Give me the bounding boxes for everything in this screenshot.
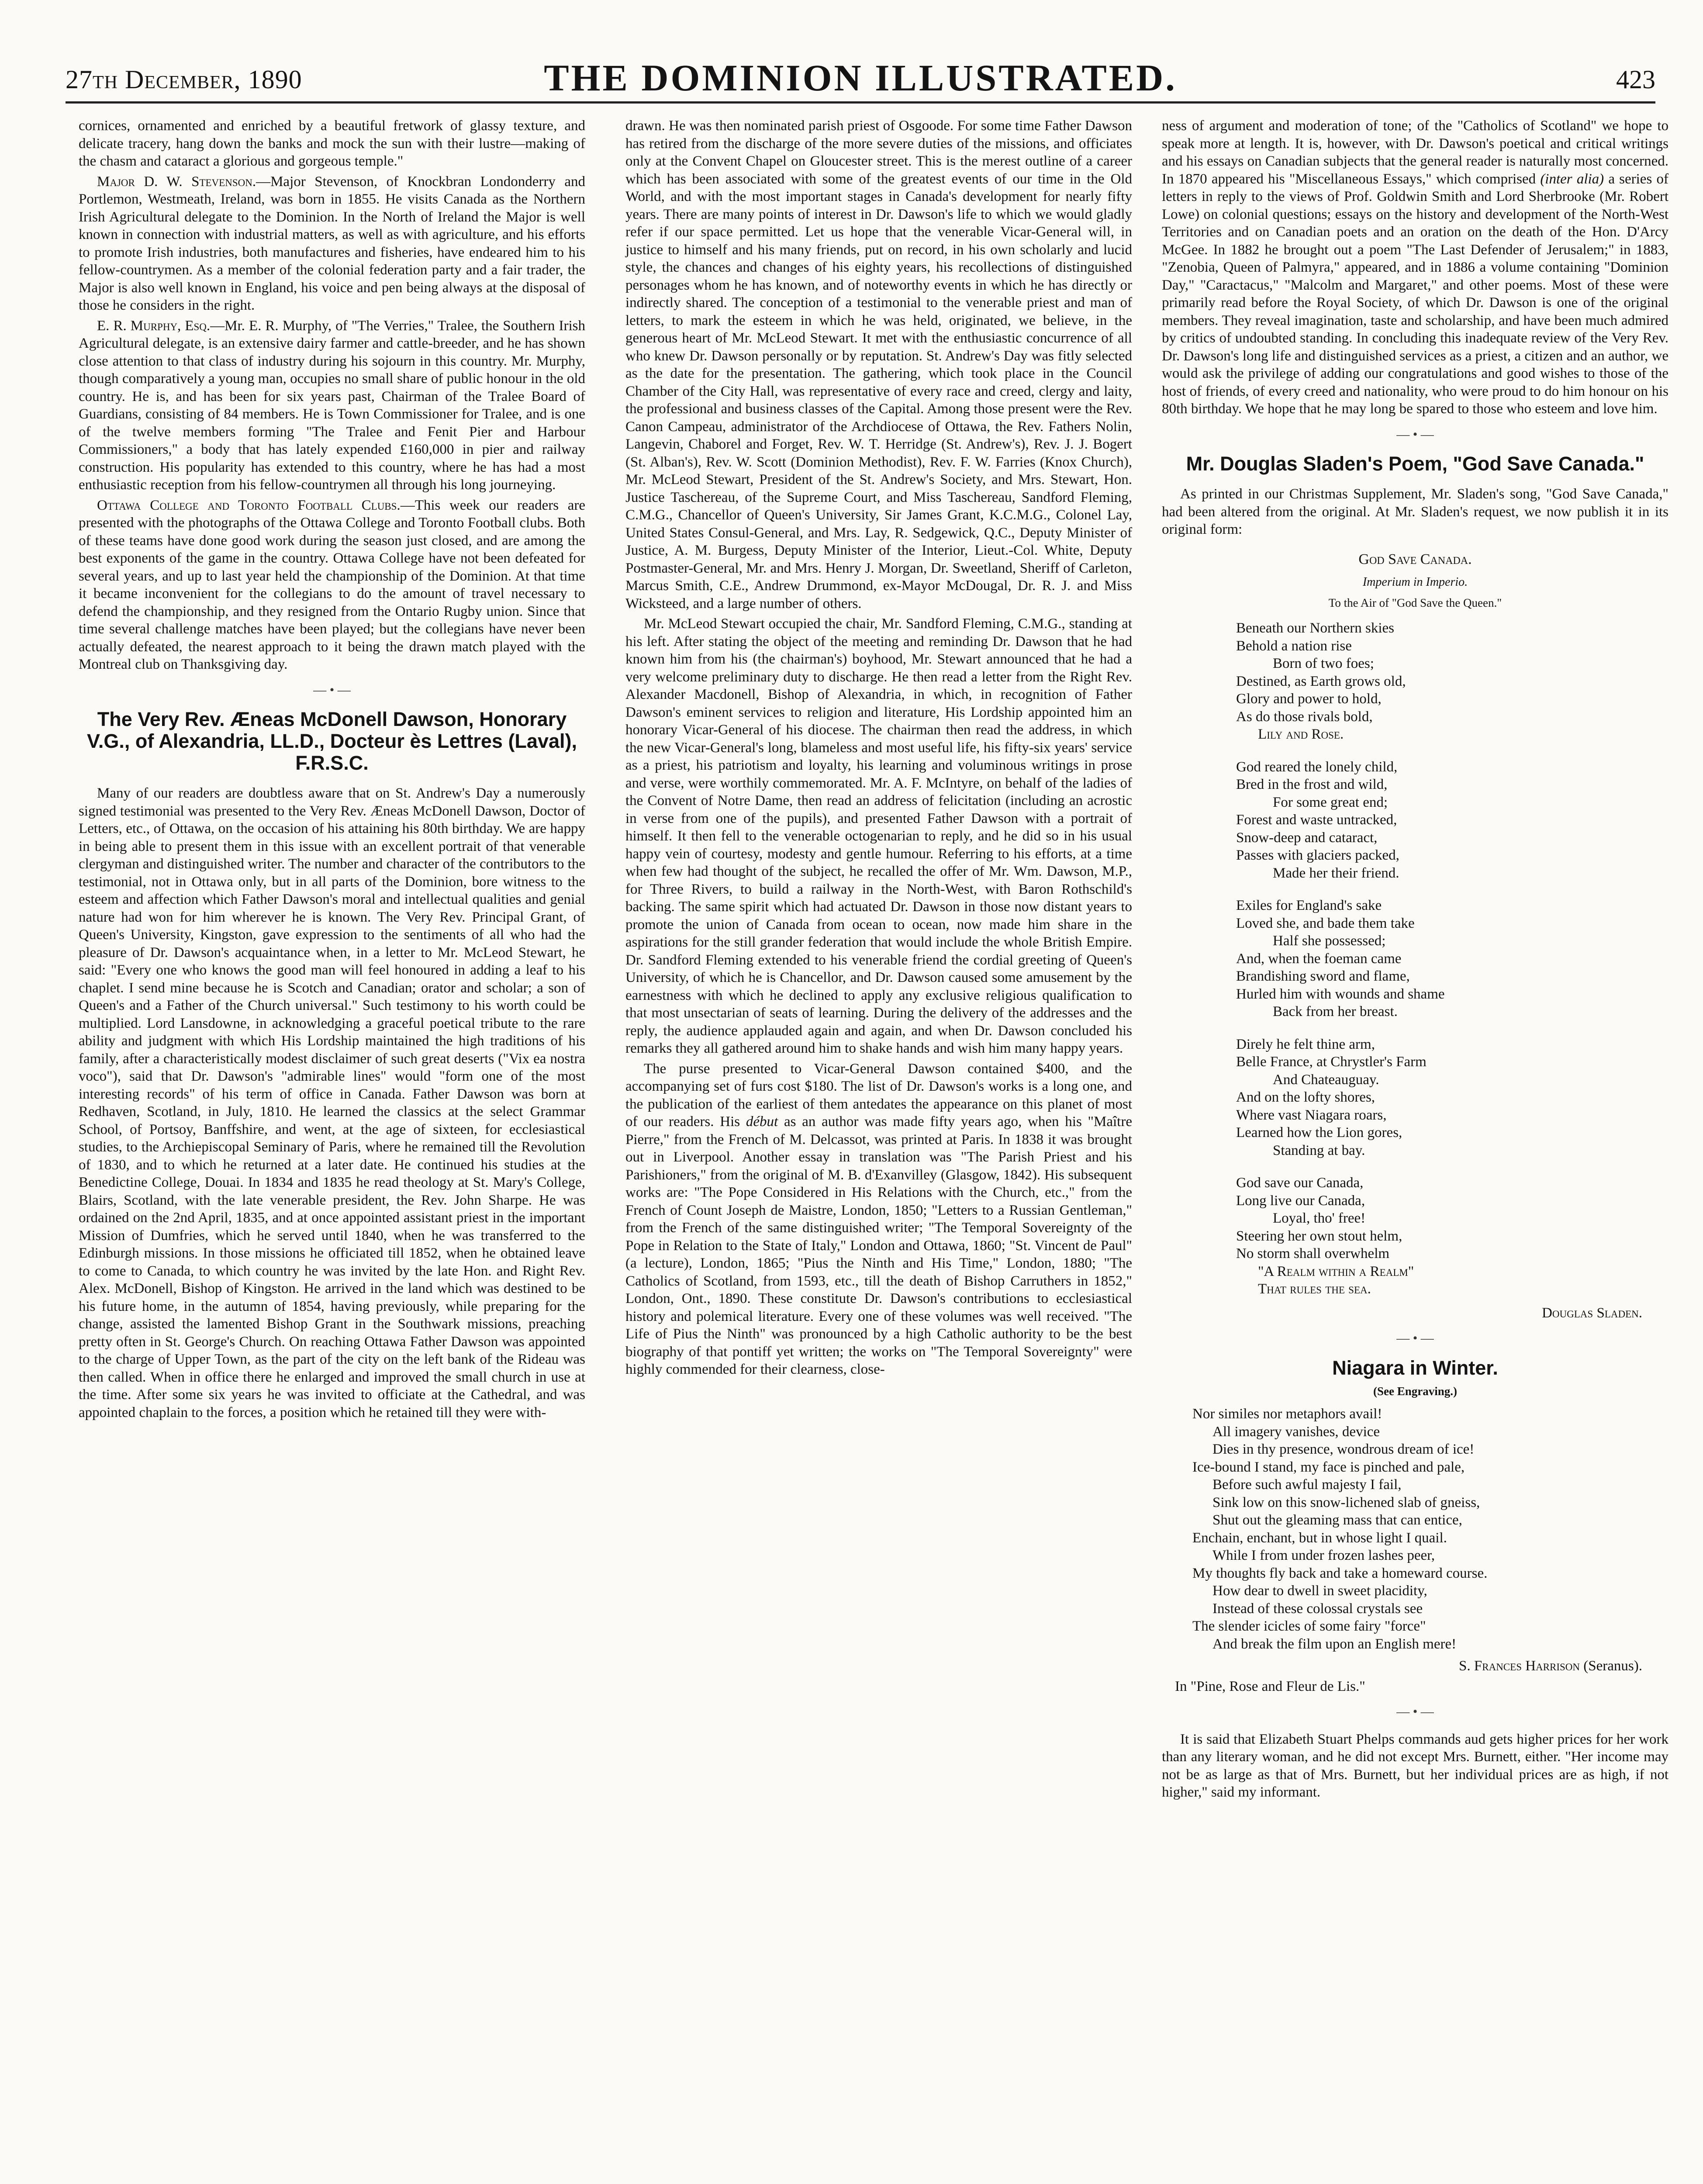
poem-line: Belle France, at Chrystler's Farm [1236, 1054, 1427, 1070]
poem-line: Glory and power to hold, [1236, 691, 1382, 707]
paragraph-dawson-4 [625, 1060, 1132, 1379]
poem-line: As do those rivals bold, [1236, 708, 1373, 725]
poem-line: Steering her own stout helm, [1236, 1228, 1402, 1244]
column-3 [1162, 117, 1668, 1804]
poem-line: Half she possessed; [1273, 933, 1386, 949]
poem-line: Behold a nation rise [1236, 638, 1352, 654]
issue-date: 27th December, 1890 [66, 65, 302, 94]
poem-line: Brandishing sword and flame, [1236, 968, 1410, 984]
poem-line: Bred in the frost and wild, [1236, 777, 1388, 792]
poem-line: Enchain, enchant, but in whose light I quail. [1192, 1530, 1447, 1546]
poem-line: Made her their friend. [1273, 865, 1399, 881]
poem-line: My thoughts fly back and take a homeward course. [1192, 1565, 1488, 1581]
paragraph-football [79, 497, 585, 674]
poem-line: Direly he felt thine arm, [1236, 1036, 1375, 1052]
paragraph-cornices: cornices, ornamented and enriched by a beautiful fretwork of glassy texture, and delicate tracery, hang down the banks and mock the sun with their lustre—making of the chasm and cataract a glorious and gorgeous temple." [79, 118, 585, 169]
poem-stanza [1236, 1174, 1668, 1298]
header-rule [66, 101, 1655, 104]
poem-subtitle: Imperium in Imperio. [1362, 575, 1468, 589]
poem-air-note: To the Air of "God Save the Queen." [1328, 596, 1502, 609]
masthead [66, 52, 1655, 100]
paragraph-murphy [79, 317, 585, 494]
poem-line: Lily and Rose. [1258, 726, 1344, 742]
paragraph-stevenson [79, 173, 585, 314]
poem-line: Loved she, and bade them take [1236, 915, 1415, 931]
poem-line: Forest and waste untracked, [1236, 812, 1397, 828]
engraving-note: (See Engraving.) [1373, 1384, 1457, 1398]
paragraph-dawson-2: drawn. He was then nominated parish priest of Osgoode. For some time Father Dawson has retired from the discharge of the more severe duties of the missions, and officiates only at the Convent Chapel on Gloucester street. This is the merest outline of a career which has been associated with some of the greatest events of our time in the Old World, and with the most important stages in Canada's development for nearly fifty years. There are many points of interest in Dr. Dawson's life to which we would gladly refer if our space permitted. Let us hope that the venerable Vicar-General will, in justice to himself and his many friends, put on record, in his own scholarly and lucid style, the chances and changes of his eighty years, his recollections of distinguished personages whom he has known, and of noteworthy events in which he has directly or indirectly shared. The conception of a testimonial to the venerable priest and man of letters, to mark the esteem in which he was held, originated, we believe, in the generous heart of Mr. McLeod Stewart. It met with the enthusiastic concurrence of all who knew Dr. Dawson personally or by reputation. St. Andrew's Day was fitly selected as the date for the presentation. The gathering, which took place in the Council Chamber of the City Hall, was representative of every race and creed, clergy and laity, the professional and business classes of the Capital. Among those present were the Rev. Canon Campeau, administrator of the Archdiocese of Ottawa, the Rev. Fathers Nolin, Langevin, Chaborel and Forget, Rev. W. T. Herridge (St. Andrew's), Rev. J. J. Bogert (St. Alban's), Rev. W. Scott (Dominion Methodist), Rev. F. W. Farries (Knox Church), Mr. McLeod Stewart, President of the St. Andrew's Society, and Mrs. Stewart, Hon. Justice Taschereau, of the Supreme Court, and Miss Taschereau, Sandford Fleming, C.M.G., Chancellor of Queen's University, Sir James Grant, K.C.M.G., Colonel Lay, United States Consul-General, and Mrs. Lay, R. Sedgewick, Q.C., Deputy Minister of Justice, A. M. Burgess, Deputy Minister of the Interior, Lieut.-Col. White, Deputy Postmaster-General, Mr. and Mrs. Henry J. Morgan, Dr. Sweetland, Sheriff of Carleton, Marcus Smith, C.E., Andrew Drummond, ex-Mayor McDougal, Dr. R. J. and Miss Wicksteed, and a large number of others. [625, 118, 1132, 612]
poem-line: Snow-deep and cataract, [1236, 829, 1378, 846]
poem-line: God reared the lonely child, [1236, 759, 1398, 775]
poem-line: While I from under frozen lashes peer, [1212, 1548, 1435, 1563]
section-divider: — • — [1396, 1704, 1434, 1719]
niagara-pseudonym: (Seranus). [1583, 1658, 1642, 1674]
paragraph-dawson-5 [1162, 117, 1668, 418]
paragraph-phelps: It is said that Elizabeth Stuart Phelps commands aud gets higher prices for her work than any literary woman, and he did not except Mrs. Burnett, either. "Her income may not be as large as that of Mrs. Burnett, but her individual prices are as high, if not higher," said my informant. [1162, 1731, 1668, 1800]
poem-line: No storm shall overwhelm [1236, 1246, 1390, 1261]
section-divider: — • — [1396, 427, 1434, 442]
column-1 [79, 117, 585, 1424]
heading-dawson: The Very Rev. Æneas McDonell Dawson, Honorary V.G., of Alexandria, LL.D., Docteur ès Lettres (Laval), F.R.S.C. [87, 708, 577, 774]
text-dawson-5b: a series of letters in reply to the views of Prof. Goldwin Smith and Lord Sherbrooke (Mr. Robert Lowe) on colonial questions; essays on the history and development of the North-West Territories and on Canadian poets and an oration on the death of the Hon. D'Arcy McGee. In 1882 he brought out a poem "The Last Defender of Jerusalem;" in 1883, "Zenobia, Queen of Palmyra," appeared, and in 1886 a volume containing "Dominion Day," "Caractacus," "Malcolm and Margaret," and other poems. Most of these were primarily read before the Royal Society, of which Dr. Dawson is one of the original members. They reveal imagination, taste and scholarship, and have been much admired by critics of undoubted standing. In concluding this inadequate review of the Very Rev. Dr. Dawson's long life and distinguished services as a priest, a citizen and an author, we would ask the privilege of adding our congratulations and good wishes to those of the host of friends, of every creed and nationality, who were proud to do him honour on his 80th birthday. We hope that he may long be spared to those who esteem and love him. [1162, 171, 1668, 417]
poem-line: Long live our Canada, [1236, 1192, 1365, 1209]
poem-line: For some great end; [1273, 794, 1388, 810]
niagara-author-name: S. Frances Harrison [1459, 1658, 1580, 1674]
poem-line: Ice-bound I stand, my face is pinched and pale, [1192, 1459, 1465, 1475]
poem-line: And, when the foeman came [1236, 950, 1402, 967]
section-divider: — • — [313, 682, 351, 697]
poem-line: And on the lofty shores, [1236, 1089, 1375, 1105]
poem-line: Sink low on this snow-lichened slab of gneiss, [1212, 1494, 1480, 1510]
paragraph-dawson-3: Mr. McLeod Stewart occupied the chair, Mr. Sandford Fleming, C.M.G., standing at his left. After stating the object of the meeting and reminding Dr. Dawson that he had known him from his (the chairman's) boyhood, Mr. Stewart announced that he had a very welcome preliminary duty to discharge. He then read a letter from the Right Rev. Alexander Macdonell, Bishop of Alexandria, in which, in recognition of Father Dawson's eminent services to religion and literature, His Lordship appointed him an honorary Vicar-General of his diocese. The chairman then read the address, in which the new Vicar-General's long, blameless and most useful life, his fifty-six years' service as a priest, his patriotism and loyalty, his learning and voluminous writings in prose and verse, were worthily commemorated. Mr. A. F. McIntyre, on behalf of the ladies of the Convent of Notre Dame, then read an address of felicitation (including an acrostic in verse from one of the pupils), and presented Father Dawson with a portrait of himself. It then fell to the venerable octogenarian to reply, and he did so in his usual happy vein of courtesy, modesty and gentle humour. Referring to his efforts, at a time when few had thought of the subject, he recalled the offer of Mr. Wm. Dawson, M.P., for Three Rivers, to build a railway in the North-West, with Baron Rothschild's backing. The same spirit which had actuated Dr. Dawson in those now distant years to promote the union of Canada from ocean to ocean, now made him share in the aspirations for the still grander federation that would include the whole British Empire. Dr. Sandford Fleming extended to his venerable friend the cordial greeting of Queen's University, of which he is Chancellor, and Dr. Dawson caused some amusement by the earnestness with which he declined to apply any exclusive religious qualification to that most unsectarian of seats of learning. During the delivery of the addresses and the reply, the audience applauded again and again, and when Dr. Dawson concluded his remarks they all gathered around him to shake hands and wish him many happy years. [625, 616, 1132, 1056]
poem-line: Instead of these colossal crystals see [1212, 1600, 1423, 1617]
poem-line: "A Realm within a Realm" [1258, 1263, 1414, 1279]
niagara-poem [1192, 1405, 1668, 1653]
poem-line: Loyal, tho' free! [1273, 1210, 1366, 1226]
text-inter-alia: (inter alia) [1540, 171, 1604, 187]
paragraph-dawson-1: Many of our readers are doubtless aware that on St. Andrew's Day a numerously signed testimonial was presented to the Very Rev. Æneas McDonell Dawson, Doctor of Letters, etc., of Ottawa, on the occasion of his attaining his 80th birthday. We are happy in being able to present them in this issue with an excellent portrait of that venerable clergyman and distinguished writer. The number and character of the contributors to the testimonial, not in Ottawa only, but in all parts of the Dominion, bore witness to the esteem and affection which Father Dawson's moral and intellectual qualities and genial nature had won for him wherever he is known. The Very Rev. Principal Grant, of Queen's University, Kingston, gave expression to the sentiments of all who had the pleasure of Dr. Dawson's acquaintance when, in a letter to Mr. McLeod Stewart, he said: "Every one who knows the good man will feel honoured in adding a leaf to his chaplet. I send mine because he is Scotch and Canadian; orator and scholar; a son of Queen's and a Father of the Church universal." Such testimony to his worth could be multiplied. Lord Lansdowne, in acknowledging a graceful poetical tribute to the rare ability and judgment with which His Lordship maintained the high traditions of his family, after a characteristically modest disclaimer of such great deserts ("Vix ea nostra voco"), said that Dr. Dawson's "admirable lines" would "form one of the most interesting records" of his term of office in Canada. Father Dawson was born at Redhaven, Scotland, in July, 1810. He learned the classics at the select Grammar School, of Portsoy, Banffshire, and went, at the age of sixteen, for ecclesiastical studies, to the Archiepiscopal Seminary of Paris, where he remained till the Revolution of 1830, and to which he returned at a later date. He continued his studies at the Benedictine College, Douai. In 1834 and 1835 he read theology at St. Mary's College, Blairs, Scotland, with the late venerable president, the Rev. John Sharpe. He was ordained on the 2nd April, 1835, and at once appointed assistant priest in the important Mission of Dumfries, which he served until 1840, when he was transferred to the Edinburgh missions. In those missions he officiated till 1852, when he obtained leave to come to Canada, to which country he was invited by the late Hon. and Right Rev. Alex. McDonell, Bishop of Kingston. He arrived in the land which was destined to be his future home, in the autumn of 1854, having previously, while preparing for the change, assisted the lamented Bishop Grant in the Southwark missions, preaching pretty often in St. George's Church. On reaching Ottawa Father Dawson was appointed to the charge of Upper Town, as the part of the city on the left bank of the Rideau was then called. When in office there he enlarged and improved the small church in use at the time. After some six years he was invited to officiate at the Cathedral, and was appointed chaplain to the forces, a position which he retained till they were with- [79, 785, 585, 1420]
poem-line: Standing at bay. [1273, 1142, 1365, 1158]
poem-stanza [1236, 897, 1668, 1021]
text-dawson-4a: The purse presented to Vicar-General Dawson contained $400, and the accompanying set of furs cost $180. The list of Dr. Dawson's works is a long one, and the publication of the earliest of them antedates the appearance on this planet of most of our readers. His [625, 1061, 1132, 1130]
publication-title: THE DOMINION ILLUSTRATED. [544, 57, 1177, 99]
poem-line: Where vast Niagara roars, [1236, 1107, 1387, 1123]
text-murphy: —Mr. E. R. Murphy, of "The Verries," Tralee, the Southern Irish Agricultural delegate, is an extensive dairy farmer and cattle-breeder, and he has shown close attention to that class of industry during his sojourn in this country. Mr. Murphy, though comparatively a young man, occupies no small share of public honour in the old country. He is, and has been for six years past, Chairman of the Tralee Board of Guardians, consisting of 84 members. He is Town Commissioner for Tralee, and is one of the twelve members forming "The Tralee and Fenit Pier and Harbour Commissioners," a body that has lately expended £160,000 in pier and railway construction. His popularity has extended to this country, where he has had a most enthusiastic reception from his fellow-countrymen all through his long journeying. [79, 318, 585, 493]
poem-line: All imagery vanishes, device [1212, 1424, 1380, 1440]
text-debut: début [746, 1114, 778, 1130]
poem-line: How dear to dwell in sweet placidity, [1212, 1583, 1427, 1599]
poem-line: And Chateauguay. [1273, 1071, 1379, 1088]
poem-line: Before such awful majesty I fail, [1212, 1477, 1402, 1493]
poem-line: Destined, as Earth grows old, [1236, 673, 1406, 689]
heading-niagara: Niagara in Winter. [1332, 1356, 1498, 1379]
lead-stevenson: Major D. W. Stevenson. [97, 173, 256, 190]
poem-title: God Save Canada. [1358, 551, 1472, 567]
poem-line: Born of two foes; [1273, 656, 1374, 671]
text-football: —This week our readers are presented with the photographs of the Ottawa College and Toronto Football clubs. Both of these teams have done good work during the season just closed, and are among the best exponents of the game in the country. Ottawa College have not been defeated for several years, and up to last year held the championship of the Dominion. At that time it became inconvenient for the collegians to do the amount of travel necessary to defend the championship, and they resigned from the Ontario Rugby union. Since that time several challenge matches have been played; but the collegians have never been actually defeated, the nearest approach to it being the drawn match played with the Montreal club on Thanksgiving day. [79, 497, 585, 672]
poem-line: Nor similes nor metaphors avail! [1192, 1406, 1382, 1422]
poem-line: Dies in thy presence, wondrous dream of ice! [1212, 1441, 1475, 1457]
poem-line: God save our Canada, [1236, 1175, 1364, 1191]
poem-line: Shut out the gleaming mass that can entice, [1212, 1512, 1462, 1528]
poem-line: Beneath our Northern skies [1236, 620, 1394, 636]
text-dawson-4b: as an author was made fifty years ago, when his "Maître Pierre," from the French of M. Delcassot, was printed at Paris. In 1838 it was brought out in Liverpool. Another essay in translation was "The Parish Priest and his Parishioners," from the original of M. B. d'Exanvilley (Glasgow, 1842). His subsequent works are: "The Pope Considered in His Relations with the Church, etc.," from the French of Count Joseph de Maistre, London, 1850; "Letters to a Russian Gentleman," from the French of the same distinguished writer; "The Temporal Sovereignty of the Pope in Relation to the State of Italy," London and Ottawa, 1860; "St. Vincent de Paul" (a lecture), London, 1865; "Pius the Ninth and His Time," London, 1880; "The Catholics of Scotland, from 1593, etc., till the death of Bishop Carruthers in 1852," London, Ont., 1890. These constitute Dr. Dawson's contributions to ecclesiastical history and polemical literature. Every one of these volumes was well received. "The Life of Pius the Ninth" was pronounced by a high Catholic authority to be the best biography of that pontiff yet written; the works on "The Temporal Sovereignty" were highly commended for their clearness, close- [625, 1114, 1132, 1377]
poem-stanza [1236, 1036, 1668, 1160]
text-dawson-5a: ness of argument and moderation of tone; of the "Catholics of Scotland" we hope to speak more at length. It is, however, with Dr. Dawson's poetical and critical writings and his essays on Canadian subjects that the general reader is naturally most concerned. In 1870 appeared his "Miscellaneous Essays," which comprised [1162, 118, 1668, 187]
poem-line: Learned how the Lion gores, [1236, 1125, 1402, 1140]
poem-line: Exiles for England's sake [1236, 898, 1382, 913]
poem-line: Passes with glaciers packed, [1236, 847, 1399, 863]
paragraph-sladen-intro: As printed in our Christmas Supplement, Mr. Sladen's song, "God Save Canada," had been altered from the original. At Mr. Sladen's request, we now publish it in its original form: [1162, 486, 1668, 537]
page-number: 423 [1616, 65, 1655, 94]
poem-line: Back from her breast. [1273, 1004, 1398, 1019]
poem-line: That rules the sea. [1258, 1281, 1371, 1297]
lead-football: Ottawa College and Toronto Football Clubs. [97, 497, 401, 513]
poem-stanza [1236, 758, 1668, 882]
poem-line: The slender icicles of some fairy "force" [1192, 1618, 1426, 1634]
poem-line: Hurled him with wounds and shame [1236, 986, 1445, 1002]
heading-sladen-poem: Mr. Douglas Sladen's Poem, "God Save Canada." [1186, 453, 1644, 475]
niagara-author [1162, 1657, 1642, 1675]
poem-line: And break the film upon an English mere! [1212, 1636, 1457, 1652]
text-stevenson: —Major Stevenson, of Knockbran Londonderry and Portlemon, Westmeath, Ireland, was born in 1855. He visits Canada as the Northern Irish Agricultural delegate to the Dominion. In the North of Ireland the Major is well known in connection with industrial matters, as well as with agriculture, and his efforts to promote Irish industries, both manufactures and fisheries, have endeared him to his fellow-countrymen. As a member of the colonial federation party and a fair trader, the Major is also well known in England, his voice and pen being always at the disposal of those he considers in the right. [79, 173, 585, 313]
niagara-source: In "Pine, Rose and Fleur de Lis." [1175, 1678, 1365, 1694]
section-divider: — • — [1396, 1331, 1434, 1345]
column-2 [625, 117, 1132, 1381]
poem-author: Douglas Sladen. [1542, 1305, 1642, 1321]
poem-stanza [1236, 619, 1668, 743]
lead-murphy: E. R. Murphy, Esq. [97, 318, 211, 334]
